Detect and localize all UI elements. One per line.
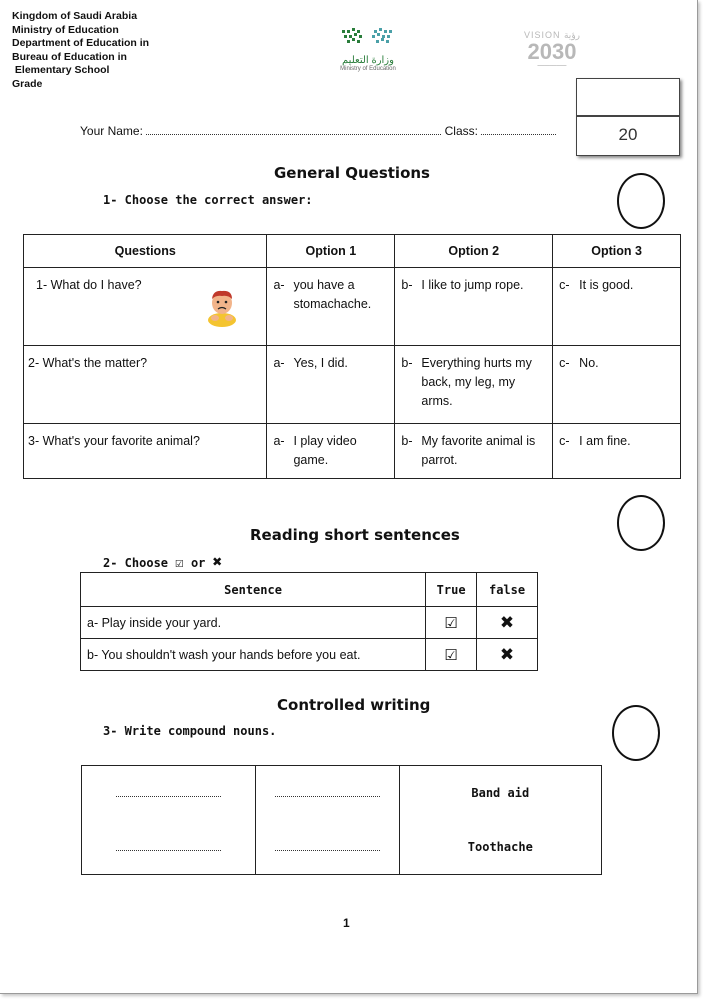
vision-2030-logo	[512, 30, 592, 68]
question-1-instruction: 1- Choose the correct answer:	[103, 193, 313, 207]
answer-line	[116, 790, 221, 797]
option-cell[interactable]	[267, 424, 395, 479]
option-cell[interactable]	[267, 268, 395, 346]
option-letter: c-	[559, 356, 570, 370]
table-row	[82, 820, 602, 875]
column-header: Option 1	[267, 235, 395, 268]
question-2-instruction	[103, 552, 222, 571]
option-text: No.	[579, 356, 599, 370]
column-header: false	[477, 573, 538, 607]
compound-word: Band aid	[471, 786, 530, 800]
option-letter: c-	[559, 434, 570, 448]
class-field[interactable]	[481, 125, 556, 135]
answer-blank-cell[interactable]	[255, 820, 399, 875]
option-cell[interactable]	[395, 268, 553, 346]
true-checkbox[interactable]	[426, 639, 477, 671]
column-header: Sentence	[81, 573, 426, 607]
class-label: Class:	[444, 124, 478, 138]
ministry-english-name: Ministry of Education	[340, 66, 396, 72]
multiple-choice-table	[23, 234, 681, 479]
option-text: I am fine.	[579, 434, 631, 448]
sentence-cell: a- Play inside your yard.	[81, 607, 426, 639]
option-letter: b-	[401, 356, 413, 370]
header-line: Ministry of Education	[12, 23, 119, 36]
question-cell: 1- What do I have?	[24, 268, 267, 346]
checkbox-icon: ☑	[175, 555, 184, 571]
header-line: Bureau of Education in	[12, 50, 127, 63]
cross-icon: ✖	[499, 612, 515, 632]
cross-icon: ✖	[499, 644, 515, 664]
score-box	[576, 78, 680, 156]
answer-blank-cell[interactable]	[82, 766, 256, 821]
sick-boy-illustration-icon	[201, 287, 243, 327]
column-header: Questions	[24, 235, 267, 268]
header-info	[12, 10, 149, 92]
ministry-logo	[318, 26, 418, 72]
ministry-arabic-name: وزارة التعليم	[342, 55, 394, 66]
answer-blank-cell[interactable]	[82, 820, 256, 875]
column-header: Option 2	[395, 235, 553, 268]
instruction-text: 2- Choose	[103, 556, 169, 570]
ministry-emblem-icon	[340, 26, 396, 48]
score-circle-2	[617, 495, 665, 551]
question-cell: 3- What's your favorite animal?	[24, 424, 267, 479]
cross-icon: ✖	[212, 552, 223, 571]
table-row	[81, 607, 538, 639]
compound-word: Toothache	[467, 840, 533, 854]
compound-word-cell	[399, 820, 601, 875]
option-text: you have a stomachache.	[293, 278, 372, 311]
answer-line	[275, 790, 380, 797]
header-line: Kingdom of Saudi Arabia	[12, 10, 138, 22]
option-text: I like to jump rope.	[421, 278, 524, 292]
option-letter: a-	[273, 278, 285, 292]
header-line: Elementary School	[12, 64, 110, 77]
option-text: My favorite animal is parrot.	[421, 434, 536, 467]
option-cell[interactable]	[553, 346, 681, 424]
section-title-general: General Questions	[274, 164, 430, 182]
table-row	[24, 424, 681, 479]
score-circle-3	[612, 705, 660, 761]
option-text: It is good.	[579, 278, 634, 292]
option-cell[interactable]	[553, 268, 681, 346]
instruction-text: or	[190, 556, 206, 570]
header-line: Department of Education in	[12, 37, 150, 50]
table-row	[24, 268, 681, 346]
true-checkbox[interactable]	[426, 607, 477, 639]
compound-nouns-table	[81, 765, 602, 875]
option-cell[interactable]	[395, 424, 553, 479]
header-line: Grade	[12, 77, 43, 90]
option-letter: a-	[273, 356, 285, 370]
false-mark[interactable]	[477, 607, 538, 639]
option-cell[interactable]	[553, 424, 681, 479]
score-total: 20	[618, 125, 638, 144]
name-field[interactable]	[146, 125, 441, 135]
score-blank	[577, 79, 679, 117]
name-row	[80, 124, 556, 138]
option-letter: c-	[559, 278, 570, 292]
table-row	[81, 639, 538, 671]
column-header: True	[426, 573, 477, 607]
option-cell[interactable]	[395, 346, 553, 424]
answer-line	[116, 844, 221, 851]
option-letter: b-	[401, 278, 413, 292]
question-cell: 2- What's the matter?	[24, 346, 267, 424]
true-false-table	[80, 572, 538, 671]
table-row	[24, 346, 681, 424]
option-letter: a-	[273, 434, 285, 448]
score-circle-1	[617, 173, 665, 229]
sentence-cell: b- You shouldn't wash your hands before you eat.	[81, 639, 426, 671]
compound-word-cell	[399, 766, 601, 821]
page-number: 1	[343, 916, 350, 930]
column-header: Option 3	[553, 235, 681, 268]
option-letter: b-	[401, 434, 413, 448]
vision-underline: ━━━━━━━━━━━━	[537, 63, 567, 68]
table-row	[82, 766, 602, 821]
false-mark[interactable]	[477, 639, 538, 671]
checkbox-icon: ☑	[444, 646, 458, 664]
option-text: I play video game.	[293, 434, 357, 467]
section-title-writing: Controlled writing	[277, 696, 431, 714]
answer-line	[275, 844, 380, 851]
checkbox-icon: ☑	[444, 614, 458, 632]
option-text: Yes, I did.	[293, 356, 348, 370]
section-title-reading: Reading short sentences	[250, 526, 460, 544]
option-text: Everything hurts my back, my leg, my arms.	[421, 356, 532, 408]
question-3-instruction: 3- Write compound nouns.	[103, 724, 277, 738]
option-cell[interactable]	[267, 346, 395, 424]
answer-blank-cell[interactable]	[255, 766, 399, 821]
vision-label: VISION رؤية	[523, 30, 581, 40]
vision-year: 2030	[527, 39, 577, 64]
name-label: Your Name:	[80, 124, 143, 138]
